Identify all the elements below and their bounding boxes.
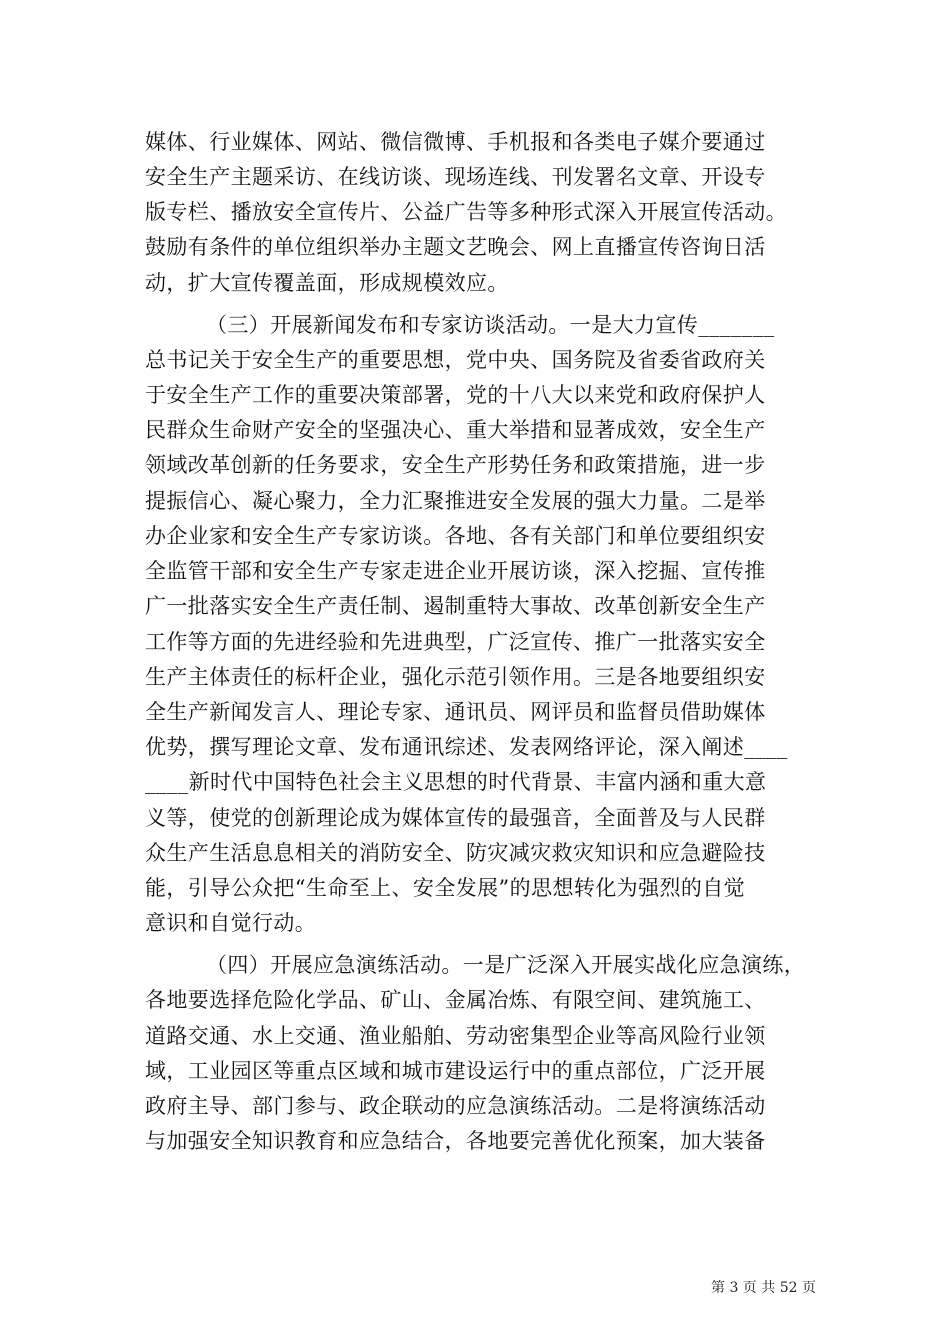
body-line: 道路交通、水上交通、渔业船舶、劳动密集型企业等高风险行业领 bbox=[145, 1024, 766, 1048]
body-line: 义等，使党的创新理论成为媒体宣传的最强音，全面普及与人民群 bbox=[145, 806, 766, 830]
body-line: 优势，撰写理论文章、发布通讯综述、发表网络评论，深入阐述____ bbox=[145, 735, 788, 759]
body-line: 能，引导公众把“生命至上、安全发展”的思想转化为强烈的自觉 bbox=[145, 876, 746, 900]
body-line: 民群众生命财产安全的坚强决心、重大举措和显著成效，安全生产 bbox=[145, 418, 766, 442]
body-line: 域，工业园区等重点区域和城市建设运行中的重点部位，广泛开展 bbox=[145, 1059, 766, 1083]
body-line: 安全生产主题采访、在线访谈、现场连线、刊发署名文章、开设专 bbox=[145, 165, 766, 189]
body-line: 领域改革创新的任务要求，安全生产形势任务和政策措施，进一步 bbox=[145, 453, 766, 477]
body-line: 媒体、行业媒体、网站、微信微博、手机报和各类电子媒介要通过 bbox=[145, 130, 766, 154]
body-line: 意识和自觉行动。 bbox=[145, 911, 317, 935]
section-heading-4: （四）开展应急演练活动。一是广泛深入开展实战化应急演练， bbox=[206, 953, 806, 977]
body-line: 工作等方面的先进经验和先进典型，广泛宣传、推广一批落实安全 bbox=[145, 630, 766, 654]
body-line: 生产主体责任的标杆企业，强化示范引领作用。三是各地要组织安 bbox=[145, 665, 766, 689]
body-line: 广一批落实安全生产责任制、遏制重特大事故、改革创新安全生产 bbox=[145, 594, 766, 618]
body-line: 全监管干部和安全生产专家走进企业开展访谈，深入挖掘、宣传推 bbox=[145, 559, 766, 583]
body-line: 全生产新闻发言人、理论专家、通讯员、网评员和监督员借助媒体 bbox=[145, 700, 766, 724]
body-line: 众生产生活息息相关的消防安全、防灾减灾救灾知识和应急避险技 bbox=[145, 841, 766, 865]
body-line: 总书记关于安全生产的重要思想，党中央、国务院及省委省政府关 bbox=[145, 348, 766, 372]
body-line: 与加强安全知识教育和应急结合，各地要完善优化预案，加大装备 bbox=[145, 1129, 766, 1153]
body-line: 于安全生产工作的重要决策部署，党的十八大以来党和政府保护人 bbox=[145, 383, 766, 407]
body-line: 各地要选择危险化学品、矿山、金属冶炼、有限空间、建筑施工、 bbox=[145, 988, 766, 1012]
section-heading-3: （三）开展新闻发布和专家访谈活动。一是大力宣传_______ bbox=[206, 313, 775, 337]
page-number-footer: 第 3 页 共 52 页 bbox=[711, 1280, 816, 1296]
body-line: ____新时代中国特色社会主义思想的时代背景、丰富内涵和重大意 bbox=[145, 770, 767, 794]
body-line: 动，扩大宣传覆盖面，形成规模效应。 bbox=[145, 271, 509, 295]
body-line: 鼓励有条件的单位组织举办主题文艺晚会、网上直播宣传咨询日活 bbox=[145, 235, 766, 259]
body-line: 政府主导、部门参与、政企联动的应急演练活动。二是将演练活动 bbox=[145, 1094, 766, 1118]
body-line: 提振信心、凝心聚力，全力汇聚推进安全发展的强大力量。二是举 bbox=[145, 489, 766, 513]
body-line: 办企业家和安全生产专家访谈。各地、各有关部门和单位要组织安 bbox=[145, 524, 766, 548]
body-line: 版专栏、播放安全宣传片、公益广告等多种形式深入开展宣传活动。 bbox=[145, 200, 787, 224]
